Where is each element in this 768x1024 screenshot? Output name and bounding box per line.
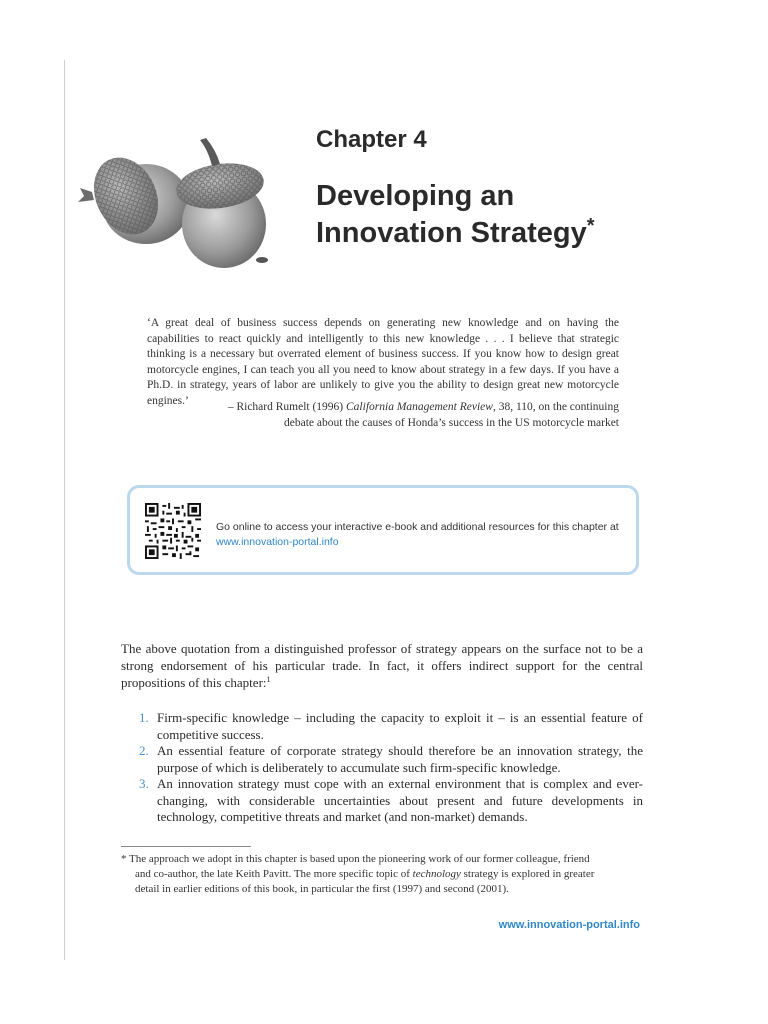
proposition-number: 3. <box>139 776 149 791</box>
intro-note-marker: 1 <box>266 675 271 684</box>
page-edge-line <box>64 60 65 960</box>
footnote <box>121 852 643 897</box>
epigraph-attribution <box>147 400 619 431</box>
attribution-suffix: , 38, 110, on the continuing <box>492 401 619 413</box>
intro-text: The above quotation from a distinguished professor of strategy appears on the surface not to be a strong endorsement of his particular trade. In fact, it offers indirect support for the central propositions of this chapter: <box>121 641 643 690</box>
footer-portal-link[interactable]: www.innovation-portal.info <box>498 919 640 931</box>
chapter-number: Chapter 4 <box>316 126 427 153</box>
proposition-number: 2. <box>139 743 149 758</box>
online-resources-message: Go online to access your interactive e-book and additional resources for this chapter at <box>216 521 619 533</box>
attribution-journal: California Management Review <box>346 401 493 413</box>
footnote-italic-term: technology <box>412 868 461 880</box>
qr-code-icon[interactable] <box>145 502 201 560</box>
footnote-line2-end: strategy is explored in greater <box>460 868 595 880</box>
proposition-item <box>121 776 643 826</box>
chapter-title-footnote-marker: * <box>586 215 595 237</box>
footnote-line2-text: and co-author, the late Keith Pavitt. The more specific topic of <box>135 868 413 880</box>
epigraph-quote: ‘A great deal of business success depends on generating new knowledge and on having the capabilities to react quickly and intelligently to this new knowledge . . . I believe that strategic thinking is a necessary but overrated element of business success. If you know how to design great motorcycle engines, I can teach you all you need to know about strategy in a few days. If you have a Ph.D. in strategy, years of labor are unlikely to give you the ability to design great new motorcycle engines.’ <box>147 317 619 407</box>
attribution-line2: debate about the causes of Honda’s success in the US motorcycle market <box>284 416 619 429</box>
footnote-line3: detail in earlier editions of this book, in particular the first (1997) and second (2001). <box>135 883 509 895</box>
chapter-title-line2: Innovation Strategy <box>316 217 587 249</box>
proposition-text: Firm-specific knowledge – including the capacity to exploit it – is an essential feature of competitive success. <box>157 710 643 742</box>
proposition-text: An innovation strategy must cope with an external environment that is complex and ever-changing, with considerable uncertainties about present and future developments in technology, competitive threats and market (and non-market) demands. <box>157 776 643 824</box>
footnote-line2 <box>121 867 643 882</box>
proposition-item <box>121 743 643 776</box>
online-resources-text <box>216 520 636 550</box>
intro-paragraph <box>121 640 643 691</box>
chapter-title-line1: Developing an <box>316 180 515 212</box>
proposition-number: 1. <box>139 710 149 725</box>
footnote-divider <box>121 846 251 847</box>
propositions-list <box>121 710 643 826</box>
online-resources-box <box>127 485 639 575</box>
attribution-prefix: – Richard Rumelt (1996) <box>227 401 347 413</box>
online-resources-link[interactable]: www.innovation-portal.info <box>216 536 339 548</box>
proposition-text: An essential feature of corporate strategy should therefore be an innovation strategy, the purpose of which is deliberately to accumulate such firm-specific knowledge. <box>157 743 643 775</box>
chapter-title <box>316 178 676 252</box>
footnote-line1: * The approach we adopt in this chapter is based upon the pioneering work of our former colleague, friend <box>121 853 590 865</box>
acorns-illustration <box>74 132 294 272</box>
proposition-item <box>121 710 643 743</box>
